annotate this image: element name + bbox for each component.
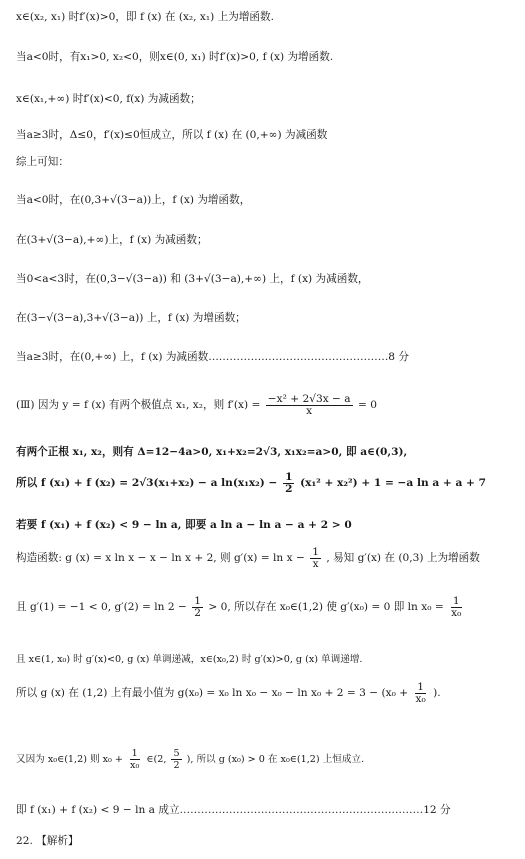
text-line-7: 在(3+√(3−a),+∞)上，f (x) 为减函数；	[16, 234, 208, 246]
text-line-2: 当a<0时，有x₁>0, x₂<0，则x∈(0, x₁) 时f′(x)>0, f (x) 为增函数.	[16, 51, 334, 63]
fraction	[449, 596, 463, 619]
fraction-numerator: 1	[194, 594, 201, 607]
line-19-post2: ), 所以 g (x₀) > 0 在 x₀∈(1,2) 上恒成立.	[186, 754, 365, 765]
fraction-numerator: 1	[452, 594, 460, 607]
text-line-10: 当a≥3时，在(0,+∞) 上，f (x) 为减函数……………………………………………8 分	[16, 351, 410, 363]
line-16-mid: > 0, 所以存在 x₀∈(1,2) 使 g′(x₀) = 0 即 ln x₀ =	[208, 601, 444, 613]
text-line-18	[16, 680, 515, 706]
text-line-6: 当a<0时，在(0,3+√(3−a))上，f (x) 为增函数，	[16, 194, 251, 206]
text-line-20: 即 f (x₁) + f (x₂) < 9 − ln a 成立……………………………………………………………12 分	[16, 804, 451, 816]
text-line-4: 当a≥3时，Δ≤0，f′(x)≤0恒成立，所以 f (x) 在 (0,+∞) 为减函数	[16, 129, 328, 141]
fraction-denominator: x₀	[130, 760, 140, 771]
fraction	[310, 547, 321, 570]
fraction	[128, 748, 141, 771]
text-line-1: x∈(x₂, x₁) 时f′(x)>0，即 f (x) 在 (x₂, x₁) 上为增函数.	[16, 11, 274, 23]
fraction	[266, 394, 353, 417]
fraction	[192, 596, 203, 619]
text-line-12: 有两个正根 x₁, x₂，则有 Δ=12−4a>0, x₁+x₂=2√3, x₁x₂=a>0, 即 a∈(0,3),	[16, 446, 408, 458]
fraction	[413, 682, 427, 705]
text-line-11	[16, 392, 515, 418]
text-line-3: x∈(x₁,+∞) 时f′(x)<0, f(x) 为减函数；	[16, 93, 201, 105]
line-13-post: (x₁² + x₂²) + 1 = −a ln a + a + 7	[300, 477, 486, 489]
line-15-pre: 构造函数: g (x) = x ln x − x − ln x + 2, 则 g′(x) = ln x −	[16, 552, 305, 564]
line-19-pre: 又因为 x₀∈(1,2) 则 x₀ +	[16, 754, 123, 765]
line-13-pre: 所以 f (x₁) + f (x₂) = 2√3(x₁+x₂) − a ln(x₁x₂) −	[16, 477, 278, 489]
line-19-post: ∈(2,	[146, 754, 167, 765]
fraction-numerator: 1	[312, 545, 319, 558]
text-line-14: 若要 f (x₁) + f (x₂) < 9 − ln a, 即要 a ln a − ln a − a + 2 > 0	[16, 519, 352, 531]
text-line-17: 且 x∈(1, x₀) 时 g′(x)<0, g (x) 单调递减，x∈(x₀,2) 时 g′(x)>0, g (x) 单调递增.	[16, 654, 363, 665]
line-16-pre: 且 g′(1) = −1 < 0, g′(2) = ln 2 −	[16, 601, 187, 613]
fraction-denominator: 2	[285, 482, 293, 495]
line-18-pre: 所以 g (x) 在 (1,2) 上有最小值为 g(x₀) = x₀ ln x₀ − x₀ − ln x₀ + 2 = 3 − (x₀ +	[16, 687, 409, 699]
text-line-15	[16, 545, 515, 571]
fraction-numerator: 5	[173, 748, 180, 759]
line-18-post: ).	[433, 687, 441, 699]
fraction-numerator: −x² + 2√3x − a	[267, 392, 351, 405]
fraction-denominator: 2	[173, 760, 180, 771]
fraction-numerator: 1	[285, 470, 293, 483]
text-line-8: 当0<a<3时，在(0,3−√(3−a)) 和 (3+√(3−a),+∞) 上，f (x) 为减函数，	[16, 273, 369, 285]
text-line-19	[16, 747, 515, 773]
line-11-post: = 0	[357, 399, 377, 411]
fraction-numerator: 1	[131, 748, 138, 759]
text-line-16	[16, 594, 515, 620]
fraction	[283, 472, 294, 495]
text-line-21: 22. 【解析】	[16, 835, 79, 847]
fraction-denominator: x	[306, 404, 313, 417]
text-line-5: 综上可知：	[16, 156, 69, 168]
fraction-denominator: 2	[194, 606, 201, 619]
line-11-pre: (Ⅲ) 因为 y = f (x) 有两个极值点 x₁, x₂，则 f′(x) =	[16, 399, 261, 411]
text-line-13	[16, 470, 515, 496]
fraction-denominator: x₀	[451, 606, 462, 619]
fraction-denominator: x	[312, 557, 319, 570]
fraction-denominator: x₀	[415, 692, 426, 705]
text-line-9: 在(3−√(3−a),3+√(3−a)) 上，f (x) 为增函数；	[16, 312, 246, 324]
fraction-numerator: 1	[417, 680, 424, 693]
line-15-post: , 易知 g′(x) 在 (0,3) 上为增函数	[326, 552, 480, 564]
fraction	[171, 748, 181, 771]
